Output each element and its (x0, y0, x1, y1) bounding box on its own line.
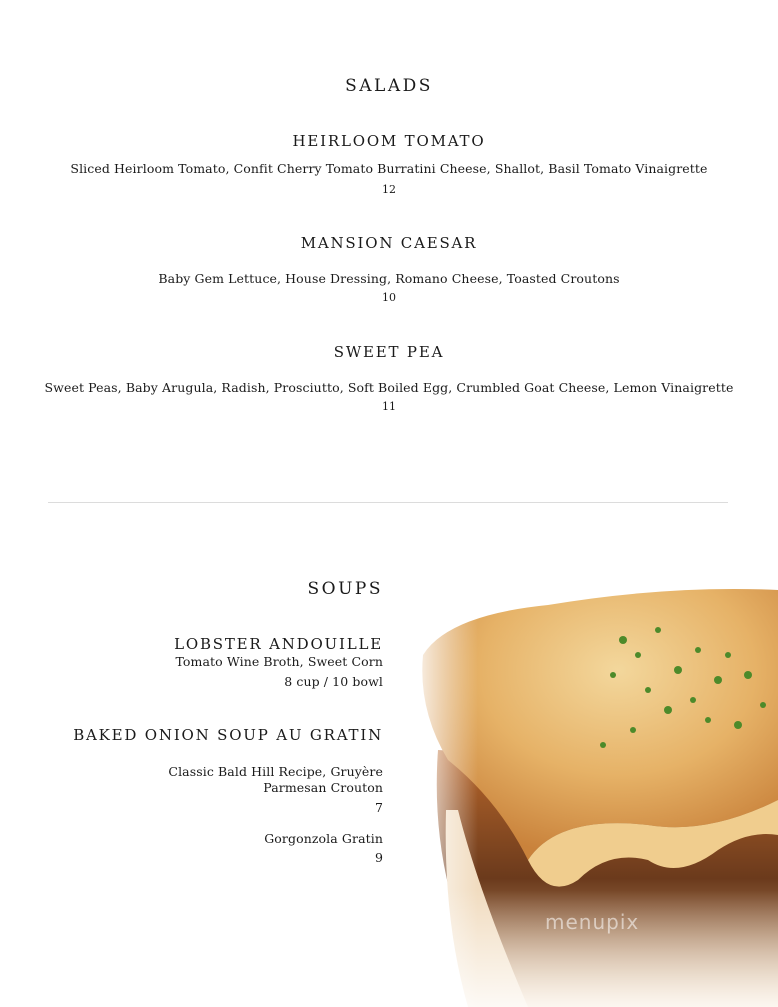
soup-item-name: Gorgonzola Gratin (264, 831, 383, 846)
soup-item-price: 9 (374, 850, 383, 865)
salad-item-description: Sliced Heirloom Tomato, Confit Cherry Tomato Burratini Cheese, Shallot, Basil Tomato Vinaigrette (70, 161, 708, 176)
soup-item-price: 7 (374, 800, 383, 815)
soups-title: SOUPS (307, 579, 383, 599)
soup-item-description: Tomato Wine Broth, Sweet Corn (175, 654, 383, 669)
watermark-logo: menupix (545, 910, 640, 934)
soup-item-description: Classic Bald Hill Recipe, Gruyère (168, 764, 383, 779)
salad-item-name: HEIRLOOM TOMATO (292, 132, 486, 150)
section-divider (48, 502, 728, 503)
soup-item-description: Parmesan Crouton (263, 780, 383, 795)
salad-item-price: 10 (382, 291, 396, 304)
salad-item-price: 11 (382, 400, 396, 413)
salad-item-description: Baby Gem Lettuce, House Dressing, Romano Cheese, Toasted Croutons (158, 271, 620, 286)
soup-item-name: LOBSTER ANDOUILLE (174, 635, 383, 653)
salad-item-price: 12 (382, 183, 396, 196)
salad-item-name: SWEET PEA (333, 343, 445, 361)
food-photo (408, 560, 778, 1007)
soup-item-name: BAKED ONION SOUP AU GRATIN (73, 726, 383, 744)
salad-item-name: MANSION CAESAR (300, 234, 478, 252)
salad-item-description: Sweet Peas, Baby Arugula, Radish, Prosciutto, Soft Boiled Egg, Crumbled Goat Cheese, Lemon Vinaigrette (44, 380, 734, 395)
soup-item-price: 8 cup / 10 bowl (284, 674, 383, 689)
salads-title: SALADS (345, 76, 433, 96)
